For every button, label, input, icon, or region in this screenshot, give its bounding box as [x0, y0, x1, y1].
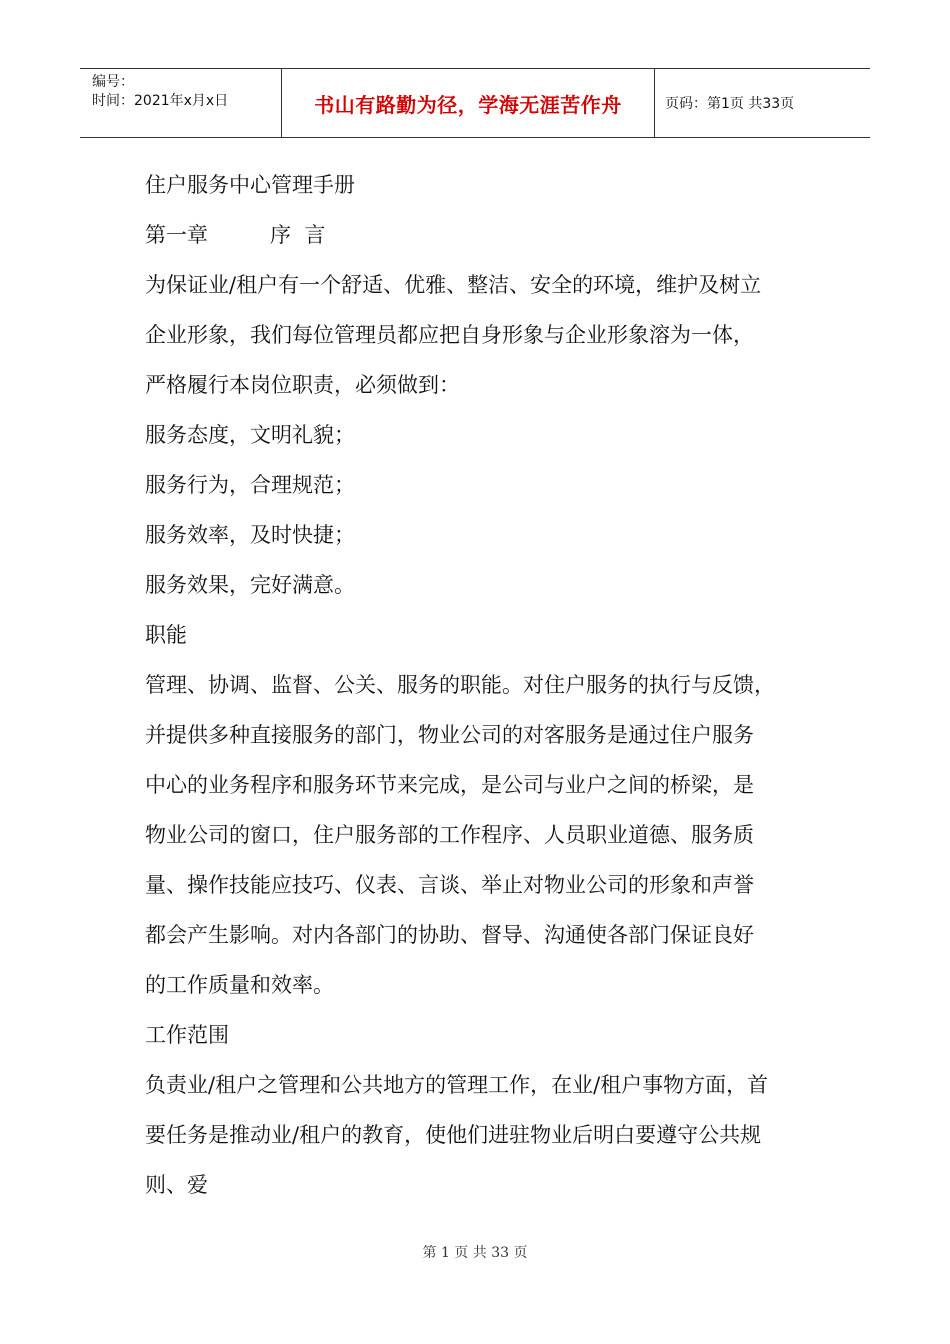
chapter-title: 序 言: [270, 223, 326, 247]
scope-line: 负责业/租户之管理和公共地方的管理工作，在业/租户事物方面，首: [145, 1073, 769, 1097]
document-number-label: 编号：: [92, 74, 134, 90]
intro-line: 严格履行本岗位职责，必须做到：: [145, 373, 460, 397]
functions-heading: 职能: [145, 623, 187, 647]
functions-line: 量、操作技能应技巧、仪表、言谈、举止对物业公司的形象和声誉: [145, 873, 754, 897]
chapter-heading: [145, 210, 845, 260]
requirement-item: 服务态度，文明礼貌；: [145, 423, 355, 447]
requirement-item: 服务效果，完好满意。: [145, 573, 355, 597]
header-motto-cell: [282, 69, 655, 137]
scope-heading: 工作范围: [145, 1023, 229, 1047]
document-title: 住户服务中心管理手册: [145, 173, 355, 197]
document-time: 时间：2021年x月x日: [92, 93, 229, 109]
page-footer: 第 1 页 共 33 页: [422, 1245, 528, 1261]
header-meta: [80, 69, 282, 137]
intro-line: 企业形象，我们每位管理员都应把自身形象与企业形象溶为一体，: [145, 323, 754, 347]
chapter-number: 第一章: [145, 223, 208, 247]
functions-line: 管理、协调、监督、公关、服务的职能。对住户服务的执行与反馈，: [145, 673, 775, 697]
header-page-info-cell: [655, 69, 870, 137]
scope-line: 则、爱: [145, 1173, 208, 1197]
requirement-item: 服务效率，及时快捷；: [145, 523, 355, 547]
functions-line: 中心的业务程序和服务环节来完成，是公司与业户之间的桥梁，是: [145, 773, 754, 797]
intro-line: 为保证业/租户有一个舒适、优雅、整洁、安全的环境，维护及树立: [145, 273, 762, 297]
functions-line: 的工作质量和效率。: [145, 973, 334, 997]
functions-line: 物业公司的窗口，住户服务部的工作程序、人员职业道德、服务质: [145, 823, 754, 847]
document-body: [145, 160, 845, 1210]
requirement-item: 服务行为，合理规范；: [145, 473, 355, 497]
header-motto: 书山有路勤为径，学海无涯苦作舟: [314, 92, 622, 117]
functions-line: 并提供多种直接服务的部门，物业公司的对客服务是通过住户服务: [145, 723, 754, 747]
scope-line: 要任务是推动业/租户的教育，使他们进驻物业后明白要遵守公共规: [145, 1123, 762, 1147]
header-page-info: 页码：第1页 共33页: [665, 96, 795, 112]
page-header: [80, 68, 870, 138]
functions-line: 都会产生影响。对内各部门的协助、督导、沟通使各部门保证良好: [145, 923, 754, 947]
